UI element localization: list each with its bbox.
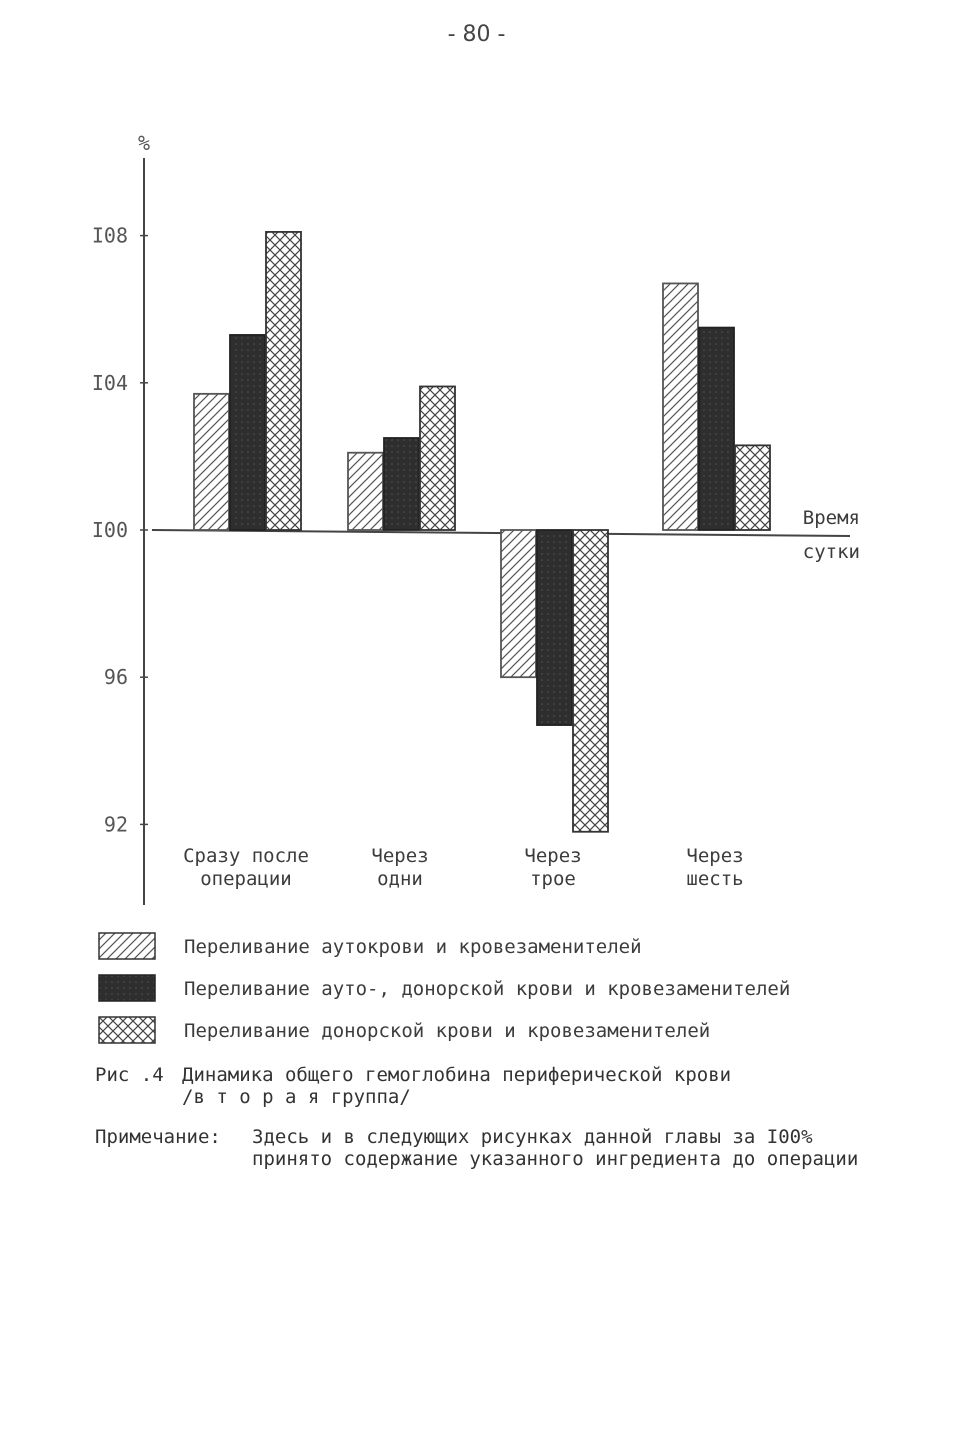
x-axis-label-days: сутки	[802, 541, 860, 563]
bar-hatch	[348, 453, 383, 530]
bar-solid	[699, 328, 734, 530]
y-tick-label: 92	[103, 812, 128, 837]
chart-axes	[140, 158, 850, 905]
x-category-label: Сразу после	[183, 845, 309, 867]
page-number: - 80 -	[447, 22, 506, 47]
x-category-label: трое	[530, 868, 576, 890]
bar-hatch	[501, 530, 536, 677]
legend-item	[98, 1012, 878, 1042]
legend-item	[98, 928, 878, 958]
bar-crosshatch	[735, 445, 770, 530]
figure-number: Рис .4	[95, 1064, 164, 1086]
y-tick-label: 96	[103, 665, 128, 690]
legend-label: Переливание ауто-, донорской крови и кровезаменителей	[184, 978, 791, 1000]
x-category-label: Через	[686, 845, 744, 867]
y-tick-label: I04	[91, 370, 128, 395]
note-text: Здесь и в следующих рисунках данной главы за I00% принято содержание указанного ингредиента до операции	[252, 1126, 859, 1170]
y-tick-label: I00	[91, 518, 128, 542]
figure-subtitle: /в т о р а я группа/	[182, 1086, 411, 1108]
legend-label: Переливание донорской крови и кровезаменителей	[184, 1020, 711, 1042]
bar-crosshatch	[266, 232, 301, 530]
bar-crosshatch	[573, 530, 608, 832]
x-category-label: шесть	[686, 868, 744, 890]
legend-swatch-hatch	[98, 932, 156, 960]
bar-hatch	[663, 283, 698, 530]
bar-solid	[537, 530, 572, 725]
legend-label: Переливание аутокрови и кровезаменителей	[184, 936, 642, 958]
legend-item	[98, 970, 878, 1000]
x-category-label: одни	[377, 868, 423, 890]
x-axis-label-time: Время	[802, 507, 860, 529]
bar-crosshatch	[420, 386, 455, 530]
x-category-label: Через	[524, 845, 582, 867]
y-tick-label: I08	[91, 223, 128, 248]
legend-swatch-solid	[98, 974, 156, 1002]
y-axis-label: %	[137, 131, 151, 155]
legend-swatch-crosshatch	[98, 1016, 156, 1044]
note-label: Примечание:	[95, 1126, 221, 1148]
bar-hatch	[194, 394, 229, 530]
bar-solid	[230, 335, 265, 530]
bar-solid	[384, 438, 419, 530]
figure-title: Динамика общего гемоглобина периферической крови	[182, 1064, 732, 1086]
x-category-label: операции	[200, 868, 292, 890]
x-category-label: Через	[371, 845, 429, 867]
